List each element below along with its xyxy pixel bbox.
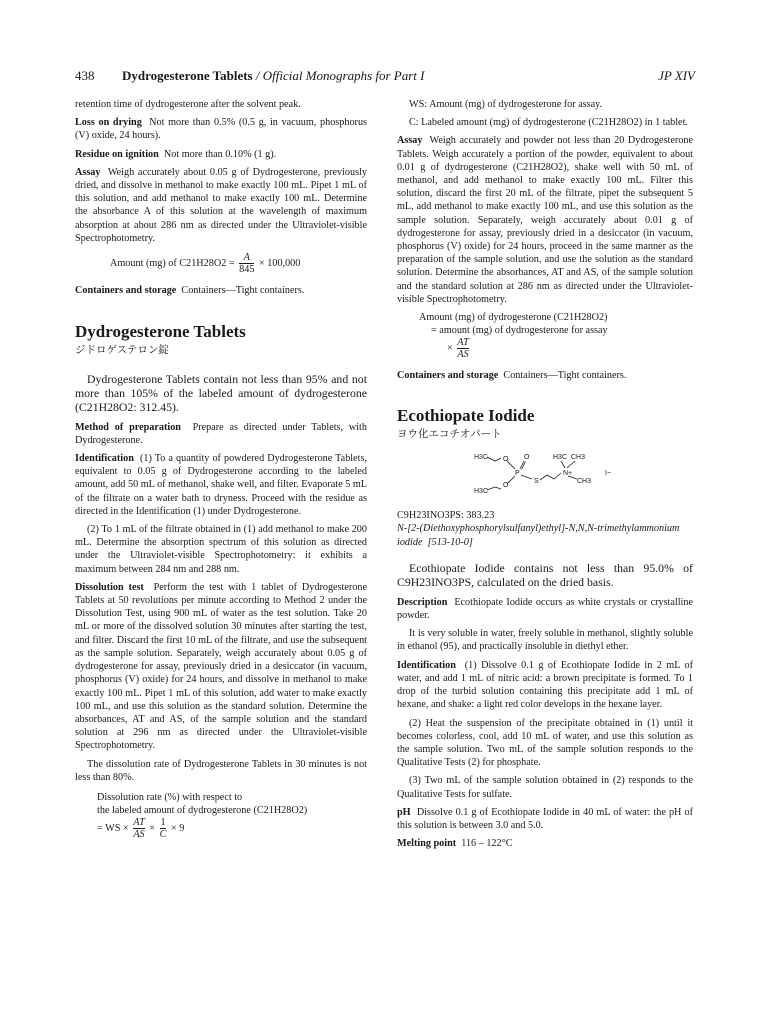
identification-3: (3) Two mL of the sample solution obtained in (2) responds to the Qualitative Tests for sulfate. [397,775,693,800]
formula-rhs: × 100,000 [258,257,301,269]
struct-oxygen-3: O [524,454,530,462]
dissolution-rate: The dissolution rate of Dydrogesterone Tablets in 30 minutes is not less than 80%. [75,758,367,783]
iupac-name [397,522,693,548]
page-number: 438 [75,68,95,83]
fraction-1-c [160,817,167,840]
assay-section [397,134,693,306]
identification-2: (2) Heat the suspension of the precipitate obtained in (1) until it becomes colorless, cool, add 10 mL of water, and use this solution as the sample solution. Two mL of the sample solution responds to the Qualitative Tests (2) for phosphate. [397,717,693,769]
chemical-structure-diagram [457,449,627,497]
formula-times: × [447,343,453,355]
formula-fraction [239,252,254,275]
formula-times-9: × 9 [170,823,185,835]
description-heading: Description [397,596,448,608]
edition-label: JP XIV [658,68,695,83]
melting-point-section [397,837,693,850]
identification-1 [397,659,693,712]
assay-heading: Assay [75,166,101,178]
melting-point-text: 116 – 122°C [461,838,513,850]
containers-storage [75,284,367,297]
monograph-lead: Dydrogesterone Tablets contain not less than 95% and not more than 105% of the labeled amount of dydrogesterone (C21H28O2: 312.45). [75,371,367,414]
monograph-title: Ecothiopate Iodide [397,405,535,425]
struct-nitrogen: N+ [563,470,573,478]
identification-1-text: (1) Dissolve 0.1 g of Ecothiopate Iodide in 2 mL of water, and add 1 mL of nitric acid: a brown precipitate is formed. To 1 drop of the turbid solution containing this precipitate add 1 mL of hexane, and shake: a light red color develops in the hexane layer. [397,659,693,711]
fraction-c: C [159,829,167,841]
struct-oxygen-2: O [503,482,509,490]
fraction-numerator: A [239,252,254,264]
struct-iodide: I− [605,470,612,478]
struct-oxygen-1: O [503,456,509,464]
fraction-one: 1 [160,817,166,829]
solubility-text: It is very soluble in water, freely soluble in methanol, slightly soluble in ethanol (95), and practically insoluble in diethyl ether. [397,628,693,653]
dissolution-heading: Dissolution test [75,581,144,593]
monograph-japanese-name: ジドロゲステロン錠 [75,344,169,357]
dissolution-formula-line3 [97,817,367,840]
containers-heading: Containers and storage [75,285,177,297]
formula-times: × [149,823,156,835]
identification-2: (2) To 1 mL of the filtrate obtained in (1) add methanol to make 200 mL. Determine the absorption spectrum of this solution as directed under the Ultraviolet-visible Spectrophotometry: it exhibits a maximum between 284 nm and 288 nm. [75,524,367,575]
containers-storage [397,369,693,382]
loss-heading: Loss on drying [75,117,142,129]
identification-1 [75,452,367,518]
loss-text: Not more than 0.5% (0.5 g, in vacuum, phosphorus (V) oxide, 24 hours). [75,117,368,142]
assay-formula-line2: = amount (mg) of dydrogesterone for assay [431,325,608,337]
assay-formula-line3 [419,337,693,360]
residue-on-ignition [75,148,367,161]
running-header [75,68,695,88]
fraction-at-as [457,337,469,360]
method-text: Prepare as directed under Tablets, with Dydrogesterone. [75,421,367,446]
struct-ch3-n2: CH3 [577,478,592,486]
ph-heading: pH [397,806,411,818]
residue-text: Not more than 0.10% (1 g). [163,148,277,160]
formula-ws: = WS × [97,823,129,835]
method-of-preparation [75,421,367,447]
struct-h3c-bottom: H3C [474,488,489,496]
assay-text: Weigh accurately about 0.05 g of Dydrogesterone, previously dried, and dissolve in methanol to make exactly 100 mL. Pipet 1 mL of this solution, and add methanol to make exactly 100 mL. Determine the absorbance A of this solution at the wavelength of maximum absorption at about 286 nm as directed under the Ultraviolet-visible Spectrophotometry. [75,166,367,244]
right-column [397,98,693,855]
struct-h3c-n: H3C [553,454,568,462]
assay-formula [397,311,693,360]
fraction-as: AS [133,829,145,841]
containers-text: Containers—Tight containers. [503,370,627,382]
assay-text: Weigh accurately and powder not less than 20 Dydrogesterone Tablets. Weigh accurately a portion of the powder, equivalent to about 0.01 g of dydrogesterone (C21H28O2), shake well with 50 mL of methanol, and add methanol to make exactly 100 mL. Filter this solution, discard the first 20 mL of the filtrate, pipet the subsequent 5 mL, add methanol to make exactly 100 mL, and use this solution as the sample solution. Separately, weigh accurately about 0.01 g of dydrogesterone for assay, previously dried in a desiccator (in vacuum, phosphorus (V) oxide) for 24 hours, proceed in the same manner as the preparation of the sample solution, and use the solution as the standard solution. Determine the absorbances, AT and AS, of the sample solution and the standard solution at 286 nm as directed under the Ultraviolet-visible Spectrophotometry. [397,135,693,305]
fraction-at: AT [457,337,469,349]
assay-formula-line1: Amount (mg) of dydrogesterone (C21H28O2) [419,312,608,324]
containers-text: Containers—Tight containers. [181,285,305,297]
iupac-text: N-[2-(Diethoxyphosphorylsulfanyl)ethyl]-N,N,N-trimethylammonium iodide [397,523,680,548]
identification-1-text: (1) To a quantity of powdered Dydrogesterone Tablets, equivalent to 0.05 g of Dydrogesterone according to the labeled amount, add 50 mL of methanol, shake well, and filter. Evaporate 5 mL of the filtrate on a water bath to dryness. Proceed with the residue as directed in the Identification (1) under Dydrogesterone. [75,453,367,517]
struct-ch3-n1: CH3 [571,454,586,462]
dissolution-text: Perform the test with 1 tablet of Dydrogesterone Tablets at 50 revolutions per minute according to Method 2 under the Dissolution Test, using 900 mL of water as the test solution. Take 20 mL or more of the dissolved solution 30 minutes after starting the test, and filter. Discard the first 10 mL of the filtrate, and use the subsequent as the sample solution. Separately, weigh accurately about 0.05 g of dydrogesterone for assay, previously dried in a desiccator (in vacuum, phosphorus (V) oxide) for 24 hours, and dissolve in methanol to make exactly 100 mL. Pipet 1 mL of this solution, add water to make exactly 100 mL, and use this solution as the standard solution. Determine the absorbances, AT and AS, of the sample solution and the standard solution at 296 nm as directed under the Ultraviolet-visible Spectrophotometry. [75,581,367,752]
dissolution-formula-line2: the labeled amount of dydrogesterone (C21H28O2) [97,805,308,817]
assay-heading: Assay [397,135,423,147]
fraction-at: AT [133,817,145,829]
description-text: Ecothiopate Iodide occurs as white crystals or crystalline powder. [397,596,693,622]
left-column [75,98,367,849]
running-subtitle: / Official Monographs for Part I [255,68,425,83]
loss-on-drying [75,116,367,142]
assay-section [75,166,367,245]
method-heading: Method of preparation [75,421,181,433]
description-section [397,596,693,622]
identification-heading: Identification [75,453,134,465]
formula-lhs: Amount (mg) of C21H28O2 = [110,257,235,269]
ws-definition: WS: Amount (mg) of dydrogesterone for assay. [409,99,603,110]
struct-phosphorus: P [515,470,520,478]
struct-sulfur: S [534,478,539,486]
dissolution-test [75,581,367,753]
containers-heading: Containers and storage [397,370,499,382]
fraction-denominator: 845 [239,264,255,276]
running-title-main: Dydrogesterone Tablets [122,68,253,83]
cas-number: [513-10-0] [427,536,473,548]
molecular-formula: C9H23INO3PS: 383.23 [397,510,495,522]
ph-section [397,806,693,832]
struct-h3c-top: H3C [474,454,489,462]
melting-point-heading: Melting point [397,838,457,850]
ph-text: Dissolve 0.1 g of Ecothiopate Iodide in 40 mL of water: the pH of this solution is between 3.0 and 5.0. [397,806,694,831]
running-title [122,68,425,84]
monograph-lead: Ecothiopate Iodide contains not less than 95.0% of C9H23INO3PS, calculated on the dried basis. [397,560,693,589]
identification-heading: Identification [397,659,456,671]
fraction-at-as [133,817,145,840]
assay-formula [75,252,367,275]
residue-heading: Residue on ignition [75,148,159,160]
c-definition: C: Labeled amount (mg) of dydrogesterone (C21H28O2) in 1 tablet. [409,117,688,129]
monograph-japanese-name: ヨウ化エコチオパート [397,427,502,440]
dissolution-formula [75,791,367,840]
dissolution-formula-line1: Dissolution rate (%) with respect to [97,791,243,803]
retention-text: retention time of dydrogesterone after the solvent peak. [75,99,301,110]
fraction-as: AS [457,349,469,361]
monograph-title: Dydrogesterone Tablets [75,322,246,342]
